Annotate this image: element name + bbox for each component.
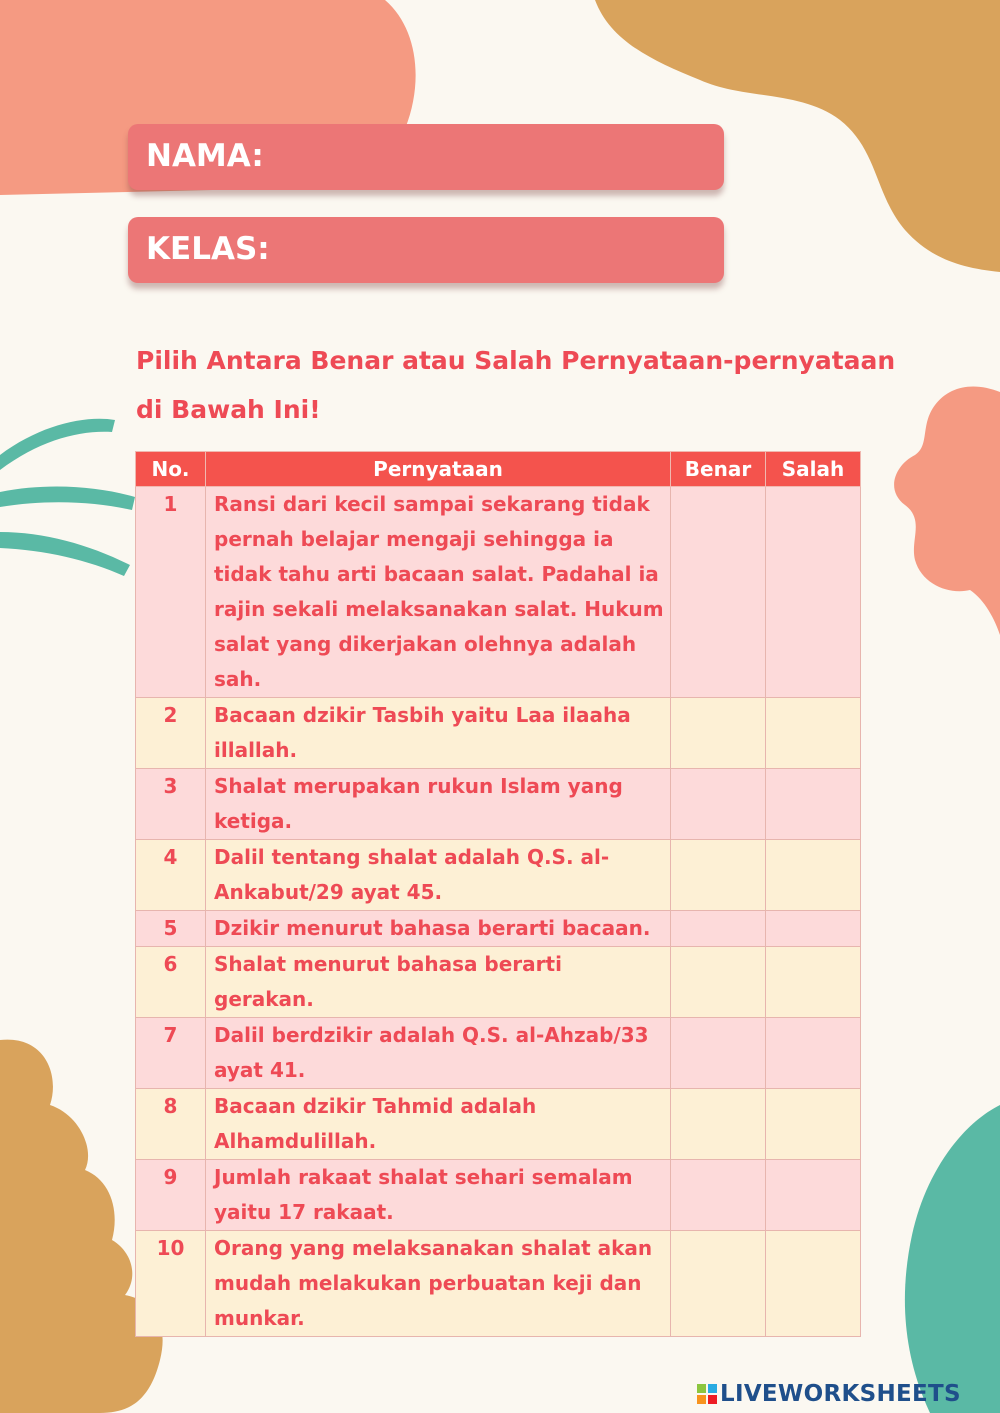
- row-number: 2: [136, 698, 206, 769]
- teal-frond-2: [0, 487, 135, 510]
- answer-false-cell[interactable]: [766, 1089, 861, 1160]
- table-header-row: [136, 452, 861, 487]
- answer-false-cell[interactable]: [766, 769, 861, 840]
- answer-true-cell[interactable]: [671, 698, 766, 769]
- header-false: Salah: [766, 452, 861, 487]
- statement-text: Shalat merupakan rukun Islam yang ketiga.: [206, 769, 671, 840]
- answer-false-cell[interactable]: [766, 947, 861, 1018]
- row-number: 10: [136, 1231, 206, 1337]
- teal-frond-3: [0, 532, 130, 576]
- answer-true-cell[interactable]: [671, 911, 766, 947]
- answer-false-cell[interactable]: [766, 1160, 861, 1231]
- liveworksheets-watermark: [697, 1379, 961, 1409]
- row-number: 1: [136, 487, 206, 698]
- table-row: [136, 1089, 861, 1160]
- statement-text: Jumlah rakaat shalat sehari semalam yaitu 17 rakaat.: [206, 1160, 671, 1231]
- row-number: 9: [136, 1160, 206, 1231]
- class-label: KELAS:: [146, 231, 270, 267]
- answer-true-cell[interactable]: [671, 1231, 766, 1337]
- table-row: [136, 840, 861, 911]
- table-row: [136, 1160, 861, 1231]
- answer-true-cell[interactable]: [671, 1089, 766, 1160]
- instruction-text: [136, 336, 896, 434]
- answer-false-cell[interactable]: [766, 840, 861, 911]
- statement-text: Dzikir menurut bahasa berarti bacaan.: [206, 911, 671, 947]
- class-field[interactable]: [128, 217, 724, 283]
- statement-text: Bacaan dzikir Tahmid adalah Alhamdulillah.: [206, 1089, 671, 1160]
- header-statement: Pernyataan: [206, 452, 671, 487]
- statement-text: Bacaan dzikir Tasbih yaitu Laa ilaaha illallah.: [206, 698, 671, 769]
- table-row: [136, 947, 861, 1018]
- header-no: No.: [136, 452, 206, 487]
- table-row: [136, 1231, 861, 1337]
- row-number: 7: [136, 1018, 206, 1089]
- statement-text: Shalat menurut bahasa berarti gerakan.: [206, 947, 671, 1018]
- statement-text: Ransi dari kecil sampai sekarang tidak pernah belajar mengaji sehingga ia tidak tahu arti bacaan salat. Padahal ia rajin sekali melaksanakan salat. Hukum salat yang dikerjakan olehnya adalah sah.: [206, 487, 671, 698]
- table-row: [136, 487, 861, 698]
- table-row: [136, 769, 861, 840]
- row-number: 5: [136, 911, 206, 947]
- answer-false-cell[interactable]: [766, 487, 861, 698]
- name-label: NAMA:: [146, 138, 264, 174]
- answer-false-cell[interactable]: [766, 698, 861, 769]
- table-row: [136, 698, 861, 769]
- true-false-table: [135, 451, 861, 1337]
- teal-frond-1: [0, 419, 115, 470]
- liveworksheets-logo-icon: [697, 1384, 717, 1404]
- watermark-text: LIVEWORKSHEETS: [720, 1381, 961, 1407]
- answer-true-cell[interactable]: [671, 947, 766, 1018]
- statement-text: Dalil berdzikir adalah Q.S. al-Ahzab/33 ayat 41.: [206, 1018, 671, 1089]
- answer-true-cell[interactable]: [671, 769, 766, 840]
- instruction-line-1: Pilih Antara Benar atau Salah Pernyataan-pernyataan: [136, 346, 896, 375]
- table-row: [136, 911, 861, 947]
- statement-text: Dalil tentang shalat adalah Q.S. al-Ankabut/29 ayat 45.: [206, 840, 671, 911]
- salmon-leaf-right: [894, 386, 1000, 635]
- answer-false-cell[interactable]: [766, 1231, 861, 1337]
- statement-text: Orang yang melaksanakan shalat akan mudah melakukan perbuatan keji dan munkar.: [206, 1231, 671, 1337]
- answer-false-cell[interactable]: [766, 1018, 861, 1089]
- answer-true-cell[interactable]: [671, 1160, 766, 1231]
- row-number: 3: [136, 769, 206, 840]
- row-number: 6: [136, 947, 206, 1018]
- instruction-line-2: di Bawah Ini!: [136, 395, 321, 424]
- answer-true-cell[interactable]: [671, 840, 766, 911]
- name-field[interactable]: [128, 124, 724, 190]
- teal-blob-bottom-right: [905, 1105, 1000, 1413]
- answer-true-cell[interactable]: [671, 1018, 766, 1089]
- row-number: 8: [136, 1089, 206, 1160]
- answer-true-cell[interactable]: [671, 487, 766, 698]
- table-row: [136, 1018, 861, 1089]
- header-true: Benar: [671, 452, 766, 487]
- answer-false-cell[interactable]: [766, 911, 861, 947]
- row-number: 4: [136, 840, 206, 911]
